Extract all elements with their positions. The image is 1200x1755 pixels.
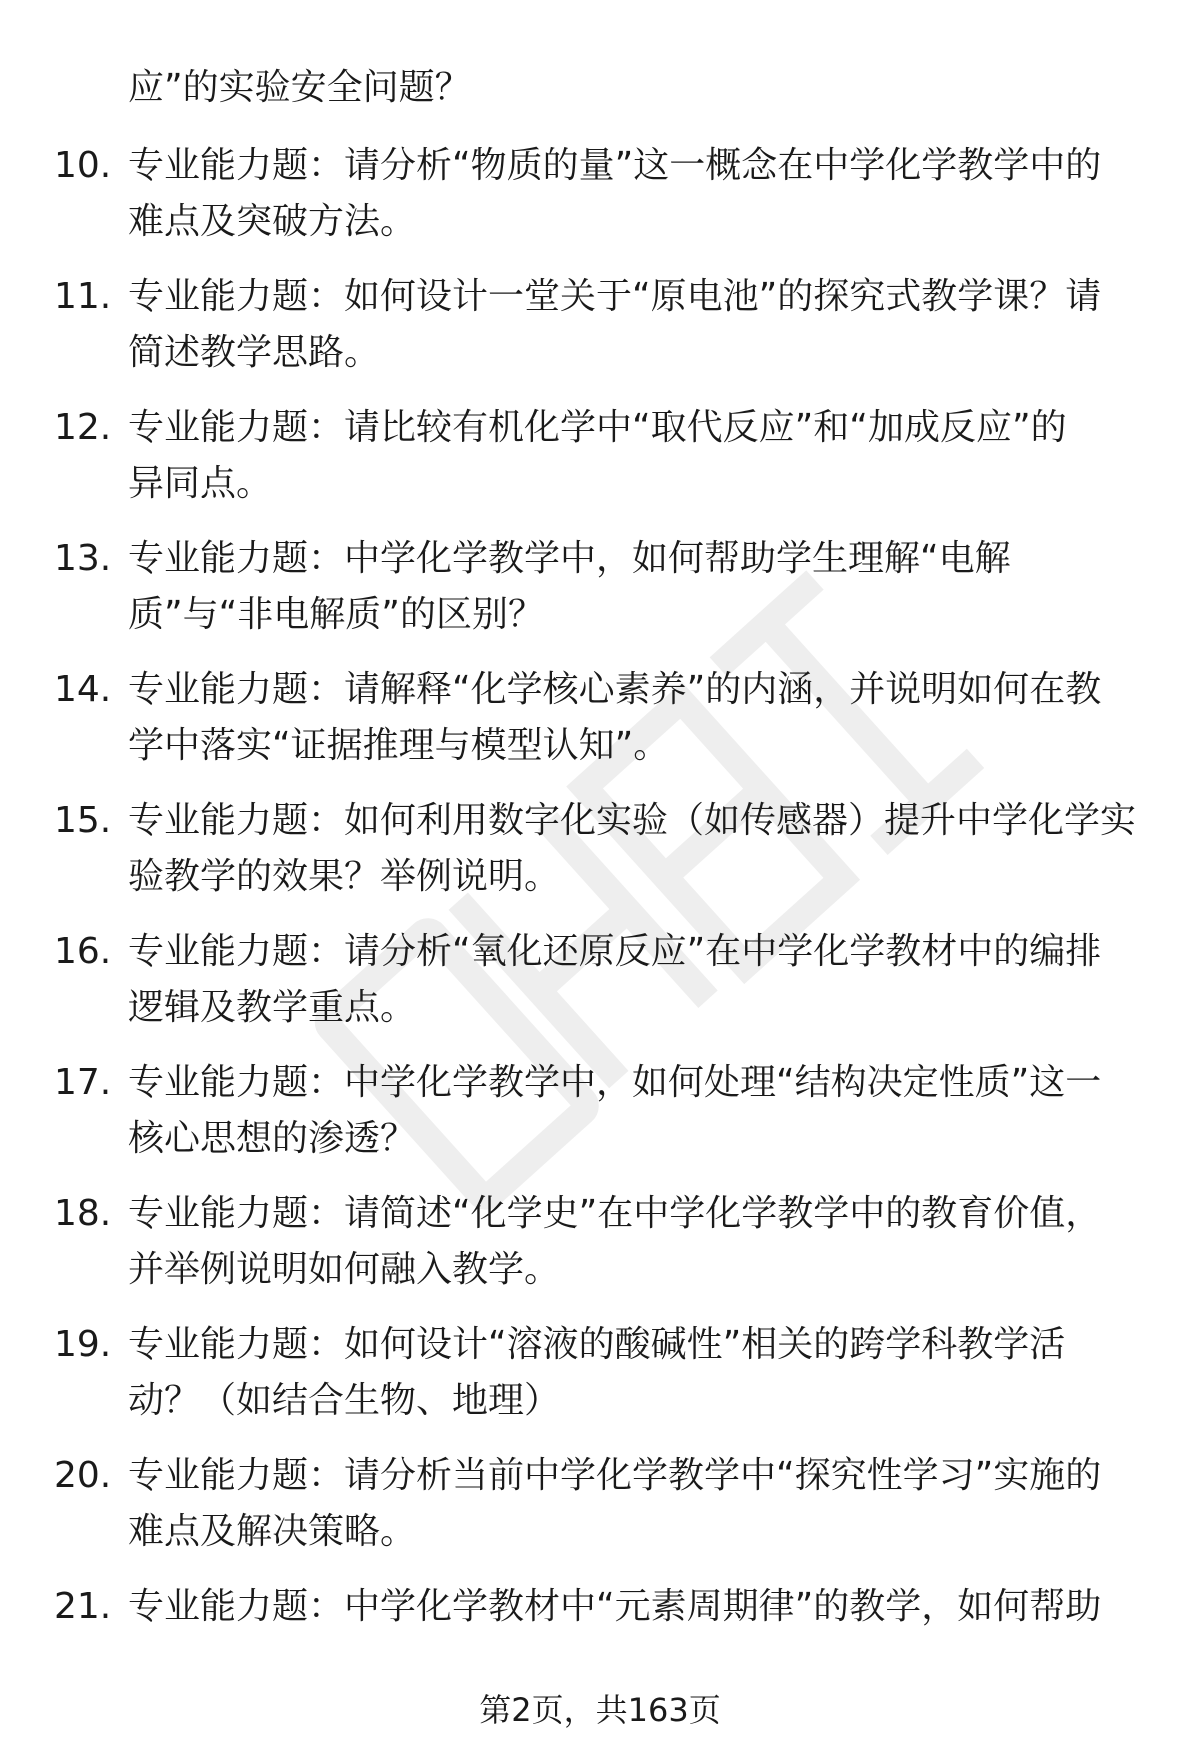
question-line: 简述教学思路。 xyxy=(128,332,381,373)
question-text xyxy=(128,662,1148,774)
question-line: 质”与“非电解质”的区别？ xyxy=(128,594,544,635)
question-number: 12. xyxy=(54,407,112,448)
question-line: 专业能力题：中学化学教学中，如何处理“结构决定性质”这一 xyxy=(128,1062,1102,1103)
question-number: 10. xyxy=(54,145,112,186)
question-text xyxy=(128,793,1148,905)
question-item xyxy=(0,662,1200,793)
question-item xyxy=(0,924,1200,1055)
continued-question-text: 应”的实验安全问题？ xyxy=(128,67,471,108)
question-text xyxy=(128,531,1148,643)
question-line: 专业能力题：如何设计“溶液的酸碱性”相关的跨学科教学活 xyxy=(128,1324,1066,1365)
question-line: 异同点。 xyxy=(128,463,273,504)
question-text xyxy=(128,1055,1148,1167)
question-text xyxy=(128,269,1148,381)
question-line: 核心思想的渗透？ xyxy=(128,1118,417,1159)
question-item xyxy=(0,1317,1200,1448)
question-item xyxy=(0,138,1200,269)
question-line: 逻辑及教学重点。 xyxy=(128,987,417,1028)
question-item xyxy=(0,1448,1200,1579)
question-line: 专业能力题：请解释“化学核心素养”的内涵，并说明如何在教 xyxy=(128,669,1102,710)
question-text xyxy=(128,1186,1148,1298)
question-text xyxy=(128,1579,1148,1635)
question-line: 难点及解决策略。 xyxy=(128,1511,417,1552)
question-item xyxy=(0,793,1200,924)
question-line: 专业能力题：请分析“氧化还原反应”在中学化学教材中的编排 xyxy=(128,931,1102,972)
question-number: 18. xyxy=(54,1193,112,1234)
question-number: 21. xyxy=(54,1586,112,1627)
question-line: 专业能力题：中学化学教材中“元素周期律”的教学，如何帮助 xyxy=(128,1586,1102,1627)
question-number: 15. xyxy=(54,800,112,841)
question-list xyxy=(0,138,1200,1710)
question-text xyxy=(128,138,1148,250)
question-line: 难点及突破方法。 xyxy=(128,201,417,242)
question-line: 并举例说明如何融入教学。 xyxy=(128,1249,561,1290)
question-number: 13. xyxy=(54,538,112,579)
question-number: 17. xyxy=(54,1062,112,1103)
question-number: 11. xyxy=(54,276,112,317)
question-line: 专业能力题：请简述“化学史”在中学化学教学中的教育价值， xyxy=(128,1193,1102,1234)
question-line: 学中落实“证据推理与模型认知”。 xyxy=(128,725,670,766)
question-number: 14. xyxy=(54,669,112,710)
question-item xyxy=(0,1055,1200,1186)
question-line: 专业能力题：中学化学教学中，如何帮助学生理解“电解 xyxy=(128,538,1011,579)
question-item xyxy=(0,400,1200,531)
question-number: 16. xyxy=(54,931,112,972)
question-line: 专业能力题：如何利用数字化实验（如传感器）提升中学化学实 xyxy=(128,800,1137,841)
question-text xyxy=(128,1448,1148,1560)
question-number: 20. xyxy=(54,1455,112,1496)
question-line: 专业能力题：请分析“物质的量”这一概念在中学化学教学中的 xyxy=(128,145,1102,186)
question-line: 专业能力题：如何设计一堂关于“原电池”的探究式教学课？请 xyxy=(128,276,1102,317)
question-item xyxy=(0,531,1200,662)
question-text xyxy=(128,924,1148,1036)
question-text xyxy=(128,400,1148,512)
question-line: 验教学的效果？举例说明。 xyxy=(128,856,561,897)
page-footer: 第2页，共163页 xyxy=(479,1691,721,1729)
question-line: 动？（如结合生物、地理） xyxy=(128,1380,561,1421)
question-number: 19. xyxy=(54,1324,112,1365)
question-line: 专业能力题：请分析当前中学化学教学中“探究性学习”实施的 xyxy=(128,1455,1102,1496)
question-item xyxy=(0,269,1200,400)
question-line: 专业能力题：请比较有机化学中“取代反应”和“加成反应”的 xyxy=(128,407,1067,448)
question-text xyxy=(128,1317,1148,1429)
question-item xyxy=(0,1186,1200,1317)
